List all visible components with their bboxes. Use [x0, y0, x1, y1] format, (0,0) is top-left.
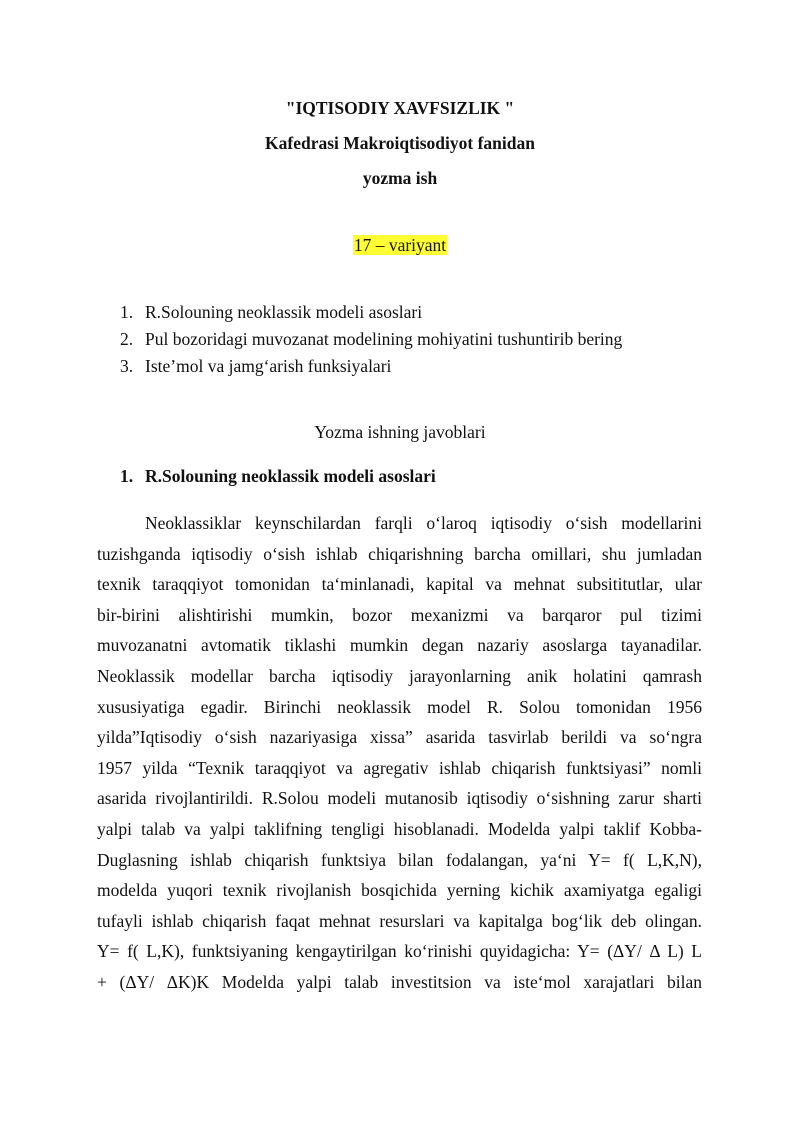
paragraph-line: xususiyatiga egadir. Birinchi neoklassik model R. Solou tomonidan 1956	[97, 696, 702, 717]
task-text: R.Solouning neoklassik modeli asoslari	[145, 302, 423, 322]
paragraph-line: Duglasning ishlab chiqarish funktsiya bilan fodalangan, ya‘ni Y= f( L,K,N),	[97, 849, 702, 870]
work-type: yozma ish	[362, 168, 438, 188]
task-number: 1.	[120, 302, 134, 322]
course-title: Kafedrasi Makroiqtisodiyot fanidan	[265, 133, 535, 153]
task-list	[120, 299, 622, 380]
paragraph-line: asarida rivojlantirildi. R.Solou modeli mutanosib iqtisodiy o‘sishning zarur sharti	[97, 788, 702, 809]
paragraph-line: bir-birini alishtirishi mumkin, bozor mexanizmi va barqaror pul tizimi	[97, 604, 702, 625]
task-item	[120, 353, 622, 380]
task-item	[120, 326, 622, 353]
paragraph-line: modelda yuqori texnik rivojlanish bosqichida yerning kichik axamiyatga egaligi	[97, 880, 702, 901]
paragraph-line: texnik taraqqiyot tomonidan ta‘minlanadi, kapital va mehnat subsititutlar, ular	[97, 574, 702, 595]
task-number: 2.	[120, 329, 134, 349]
paragraph-line: 1957 yilda “Texnik taraqqiyot va agregativ ishlab chiqarish funktsiyasi” nomli	[97, 757, 702, 778]
paragraph-line: tuzishganda iqtisodiy o‘sish ishlab chiqarishning barcha omillari, shu jumladan	[97, 543, 702, 564]
task-text: Iste’mol va jamg‘arish funksiyalari	[145, 356, 392, 376]
paragraph-line: Neoklassiklar keynschilardan farqli o‘laroq iqtisodiy o‘sish modellarini	[145, 513, 702, 533]
department-title: "IQTISODIY XAVFSIZLIK "	[285, 98, 515, 118]
variant-line	[0, 233, 800, 257]
paragraph-line: yilda”Iqtisodiy o‘sish nazariyasiga xissa” asarida tasvirlab berildi va so‘ngra	[97, 727, 702, 748]
section-heading	[120, 464, 436, 488]
paragraph-line: yalpi talab va yalpi taklifning tengligi hisoblanadi. Modelda yalpi taklif Kobba-	[97, 818, 702, 839]
task-number: 3.	[120, 356, 134, 376]
task-item	[120, 299, 622, 326]
section-title: R.Solouning neoklassik modeli asoslari	[145, 466, 436, 486]
task-text: Pul bozoridagi muvozanat modelining mohiyatini tushuntirib bering	[145, 329, 623, 349]
paragraph-line: + (ΔY/ ΔK)K Modelda yalpi talab investitsion va iste‘mol xarajatlari bilan	[97, 971, 702, 992]
variant-label: 17 – variyant	[353, 235, 447, 255]
section-number: 1.	[120, 466, 134, 486]
paragraph-line: Neoklassik modellar barcha iqtisodiy jarayonlarning anik holatini qamrash	[97, 665, 702, 686]
paragraph-line: muvozanatni avtomatik tiklashi mumkin degan nazariy asoslarga tayanadilar.	[97, 635, 702, 656]
paragraph-line: Y= f( L,K), funktsiyaning kengaytirilgan ko‘rinishi quyidagicha: Y= (ΔY/ Δ L) L	[97, 941, 702, 962]
paragraph-line: tufayli ishlab chiqarish faqat mehnat resurslari va kapitalga bog‘lik deb olingan.	[97, 910, 702, 931]
body-paragraph	[97, 508, 702, 998]
answers-title: Yozma ishning javoblari	[314, 422, 486, 442]
